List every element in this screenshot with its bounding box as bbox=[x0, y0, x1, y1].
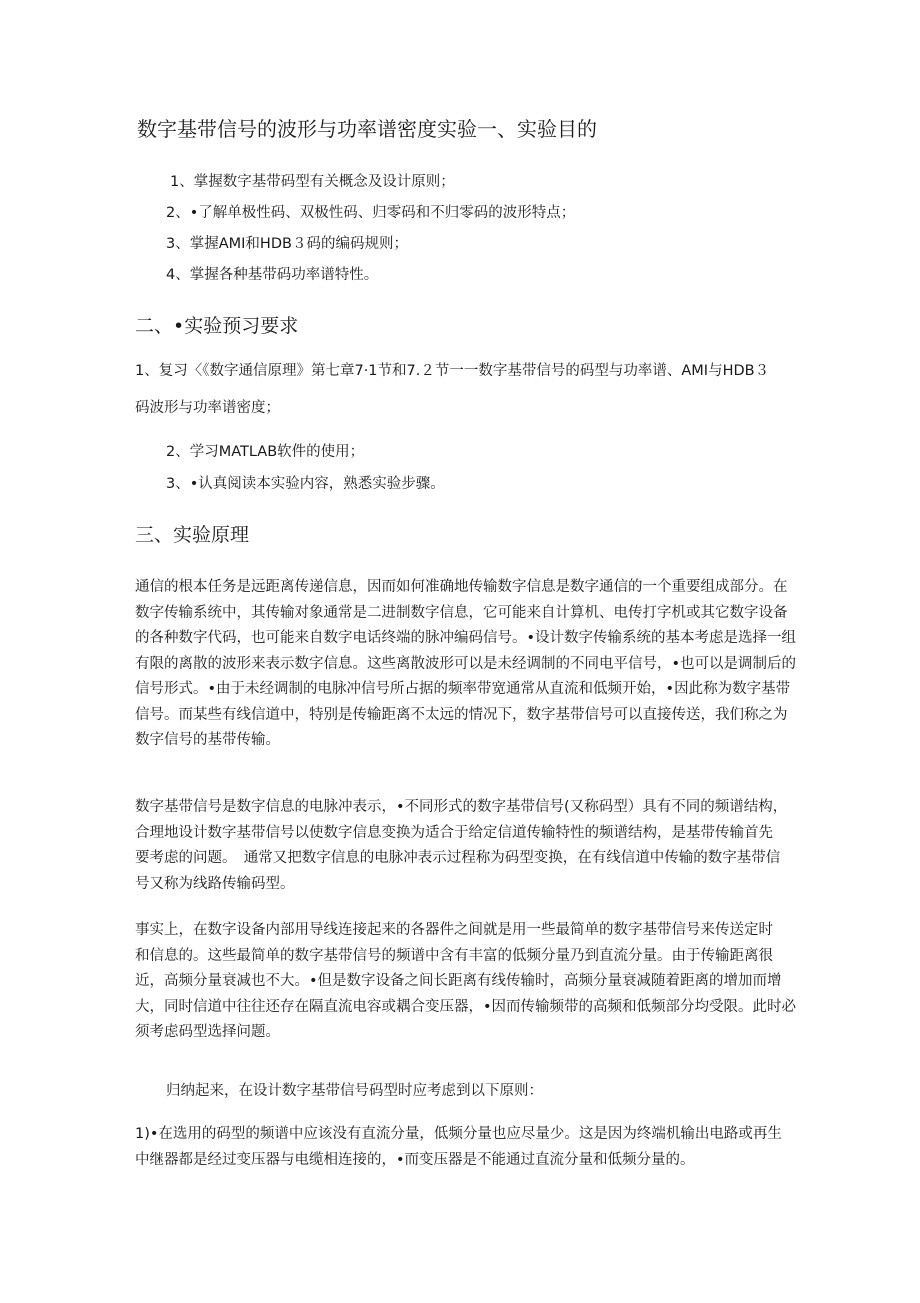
principle-p3-line: 和信息的。这些最简单的数字基带信号的频谱中含有丰富的低频分量乃到直流分量。由于传输距离很 bbox=[135, 947, 773, 964]
principle-p3-line: 近，高频分量衰减也不大。•但是数字设备之间长距离有线传输时，高频分量衰减随着距离的增加而增 bbox=[135, 973, 782, 989]
principle-p1-line: 信号。而某些有线信道中，特别是传输距离不太远的情况下，数字基带信号可以直接传送，我们称之为 bbox=[135, 706, 788, 723]
principle-p2-line: 合理地设计数字基带信号以使数字信息变换为适合于给定信道传输特性的频谱结构，是基带传输首先 bbox=[135, 824, 773, 841]
principle-paragraph-5 bbox=[135, 1122, 785, 1173]
principle-p3-line: 须考虑码型选择问题。 bbox=[135, 1024, 280, 1040]
preview-item-1-line-1: 1、复习〈《数字通信原理》第七章7·1节和7.２节一一数字基带信号的码型与功率谱、AMI与HDB３ bbox=[135, 363, 770, 379]
principle-paragraph-2 bbox=[135, 795, 788, 897]
principle-p1-line: 的各种数字代码，也可能来自数字电话终端的脉冲编码信号。•设计数字传输系统的基本考虑是选择一组 bbox=[135, 630, 797, 646]
section-heading-principle: 三、实验原理 bbox=[135, 524, 250, 546]
principle-p1-line: 数字信号的基带传输。 bbox=[135, 732, 280, 748]
preview-item-1-line-2: 码波形与功率谱密度； bbox=[135, 400, 280, 416]
principle-p1-line: 数字传输系统中，其传输对象通常是二进制数字信息，它可能来自计算机、电传打字机或其它数字设备 bbox=[135, 604, 788, 621]
principle-paragraph-4: 归纳起来，在设计数字基带信号码型时应考虑到以下原则： bbox=[166, 1083, 543, 1099]
principle-p5-line: 中继器都是经过变压器与电缆相连接的，•而变压器是不能通过直流分量和低频分量的。 bbox=[135, 1151, 695, 1168]
objective-item-2: 2、•了解单极性码、双极性码、归零码和不归零码的波形特点； bbox=[166, 205, 576, 221]
principle-p3-line: 大，同时信道中往往还存在隔直流电容或耦合变压器，•因而传输频带的高频和低频部分均受限。此时必 bbox=[135, 998, 797, 1015]
objective-item-1: 1、掌握数字基带码型有关概念及设计原则； bbox=[170, 174, 455, 190]
principle-p2-line: 数字基带信号是数字信息的电脉冲表示，•不同形式的数字基带信号(又称码型）具有不同的频谱结构， bbox=[135, 799, 788, 815]
preview-item-3: 3、•认真阅读本实验内容，熟悉实验步骤。 bbox=[166, 476, 445, 492]
document-title: 数字基带信号的波形与功率谱密度实验一、实验目的 bbox=[137, 117, 597, 141]
principle-paragraph-3 bbox=[135, 918, 797, 1046]
principle-paragraph-1 bbox=[135, 575, 797, 754]
principle-p3-line: 事实上，在数字设备内部用导线连接起来的各器件之间就是用一些最简单的数字基带信号来传送定时 bbox=[135, 922, 773, 938]
principle-p5-line: 1)•在选用的码型的频谱中应该没有直流分量，低频分量也应尽量少。这是因为终端机输出电路或再生 bbox=[135, 1126, 782, 1142]
principle-p1-line: 有限的离散的波形来表示数字信息。这些离散波形可以是未经调制的不同电平信号，•也可以是调制后的 bbox=[135, 655, 797, 672]
objective-item-4: 4、掌握各种基带码功率谱特性。 bbox=[166, 267, 379, 283]
preview-item-2: 2、学习MATLAB软件的使用； bbox=[166, 444, 365, 460]
section-heading-preview: 二、•实验预习要求 bbox=[135, 315, 299, 337]
objective-item-3: 3、掌握AMI和HDB３码的编码规则； bbox=[166, 236, 408, 252]
principle-p2-line: 要考虑的问题。 通常又把数字信息的电脉冲表示过程称为码型变换，在有线信道中传输的数字基带信 bbox=[135, 850, 781, 866]
principle-p2-line: 号又称为线路传输码型。 bbox=[135, 875, 295, 892]
principle-p1-line: 通信的根本任务是远距离传递信息，因而如何准确地传输数字信息是数字通信的一个重要组成部分。在 bbox=[135, 579, 788, 595]
principle-p1-line: 信号形式。•由于未经调制的电脉冲信号所占据的频率带宽通常从直流和低频开始，•因此称为数字基带 bbox=[135, 681, 791, 697]
